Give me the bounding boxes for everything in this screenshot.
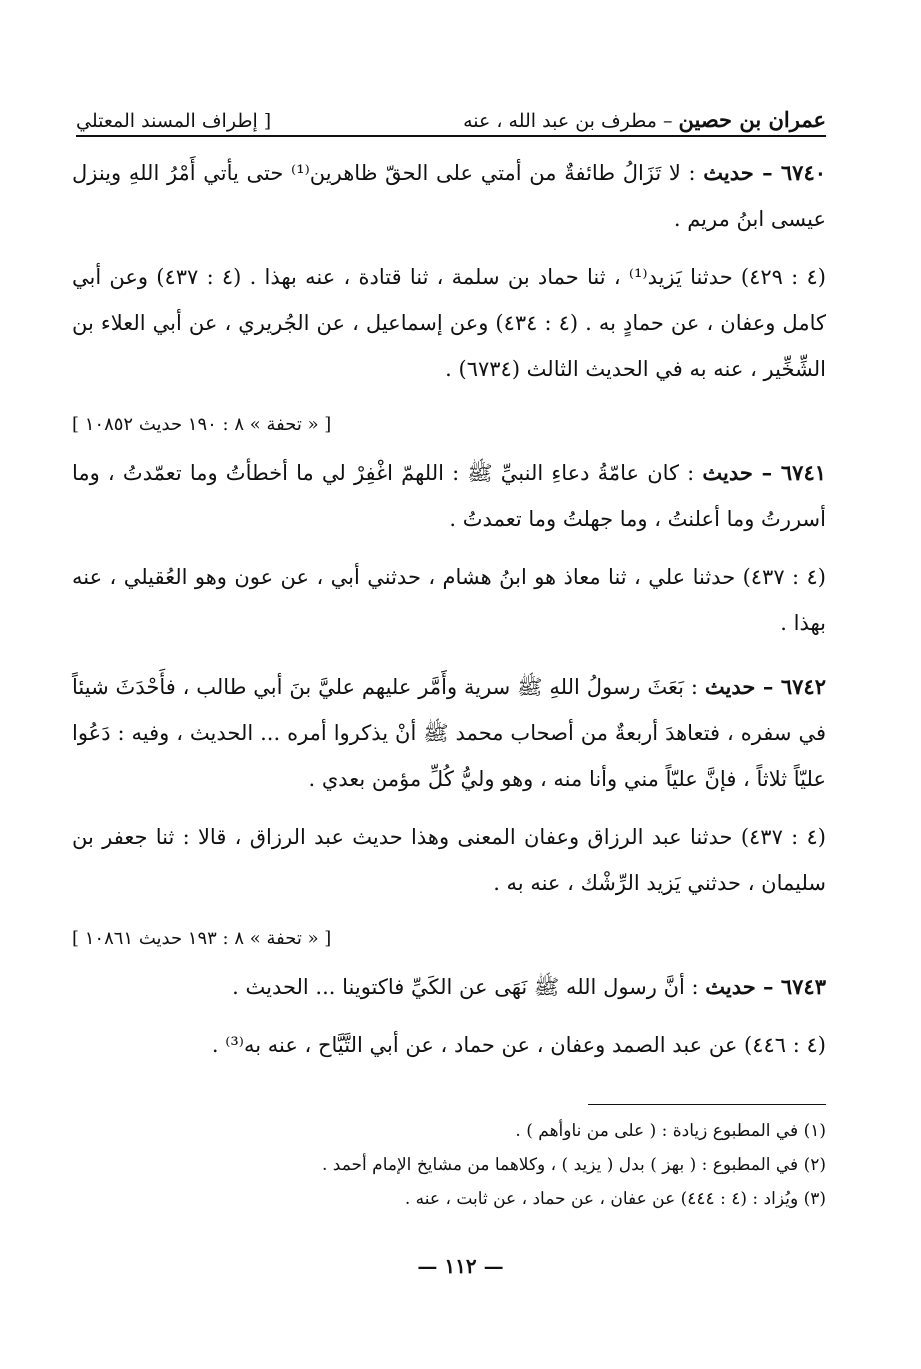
footnote-divider [588,1104,826,1105]
footnote-1: (١) في المطبوع زيادة : ( على من ناوأهم ) . [515,1121,826,1141]
hadith-entry-6741 [72,450,826,542]
main-text [72,150,826,1068]
hadith-label: – حديث [703,160,781,185]
hadith-entry-6742 [72,664,826,802]
isnad-6740: (٤ : ٤٢٩) حدثنا يَزيد⁽¹⁾ ، ثنا حماد بن سلمة ، ثنا قتادة ، عنه بهذا . (٤ : ٤٣٧) وعن أبي كامل وعفان ، عن حمادٍ به . (٤ : ٤٣٤) وعن إسماعيل ، عن الجُريري ، عن أبي العلاء بن الشِّخِّير ، عنه به في الحديث الثالث (٦٧٣٤) . [72,265,826,381]
isnad-6741: (٤ : ٤٣٧) حدثنا علي ، ثنا معاذ هو ابنُ هشام ، حدثني أبي ، عن عون وهو العُقيلي ، عنه بهذا . [72,565,826,635]
footnote-3: (٣) ويُزاد : (٤ : ٤٤٤) عن عفان ، عن حماد ، عن ثابت ، عنه . [404,1189,826,1209]
hadith-label: – حديث [705,974,781,999]
hadith-text: : بَعَثَ رسولُ اللهِ ﷺ سرية وأَمَّر عليهم عليَّ بنَ أبي طالب ، فأَحْدَثَ شيئاً في سفره ، فتعاهدَ أربعةٌ من أصحاب محمد ﷺ أنْ يذكروا أمره ... الحديث ، وفيه : دَعُوا عليّاً ثلاثاً ، فإنَّ عليّاً مني وأنا منه ، وهو وليُّ كُلِّ مؤمن بعدي . [72,675,826,791]
header-title [463,107,826,132]
hadith-entry-6740 [72,150,826,242]
hadith-number: ٦٧٤٠ [780,160,827,185]
hadith-number: ٦٧٤٣ [780,974,826,999]
footnotes [100,1114,826,1216]
isnad-6742: (٤ : ٤٣٧) حدثنا عبد الرزاق وعفان المعنى وهذا حديث عبد الرزاق ، قالا : ثنا جعفر بن سليمان ، حدثني يَزيد الرِّشْك ، عنه به . [72,825,826,895]
hadith-text: : كان عامّةُ دعاءِ النبيِّ ﷺ : اللهمّ اغْفِرْ لي ما أخطأتُ وما تعمّدتُ ، وما أسررتُ وما أعلنتُ ، وما جهلتُ وما تعمدتُ . [72,461,826,531]
hadith-label: – حديث [704,674,781,699]
page-number: — ١١٢ — [417,1254,504,1278]
hadith-text: : أنَّ رسول الله ﷺ نَهَى عن الكَيِّ فاكتوينا ... الحديث . [232,975,706,999]
footnote-2: (٢) في المطبوع : ( بهز ) بدل ( يزيد ) ، وكلاهما من مشايخ الإمام أحمد . [321,1155,826,1175]
header-book-title: [ إطراف المسند المعتلي [76,110,272,132]
hadith-entry-6743 [72,964,826,1010]
hadith-number: ٦٧٤٢ [780,674,826,699]
header-title-main: عمران بن حصين [678,107,826,132]
tuhfa-ref-6740: [ « تحفة » ٨ : ١٩٠ حديث ١٠٨٥٢ ] [72,414,332,435]
hadith-text: : لا تَزَالُ طائفةٌ من أمتي على الحقّ ظاهرين⁽¹⁾ حتى يأتي أَمْرُ اللهِ وينزل عيسى ابنُ مريم . [72,161,826,231]
running-header [76,92,826,132]
hadith-number: ٦٧٤١ [780,460,827,485]
header-divider [76,135,826,137]
hadith-label: – حديث [702,460,781,485]
isnad-6743: (٤ : ٤٤٦) عن عبد الصمد وعفان ، عن حماد ، عن أبي التَّيَّاح ، عنه به⁽³⁾ . [211,1033,826,1057]
header-title-sub: – مطرف بن عبد الله ، عنه [463,110,679,132]
tuhfa-ref-6742: [ « تحفة » ٨ : ١٩٣ حديث ١٠٨٦١ ] [72,928,332,949]
